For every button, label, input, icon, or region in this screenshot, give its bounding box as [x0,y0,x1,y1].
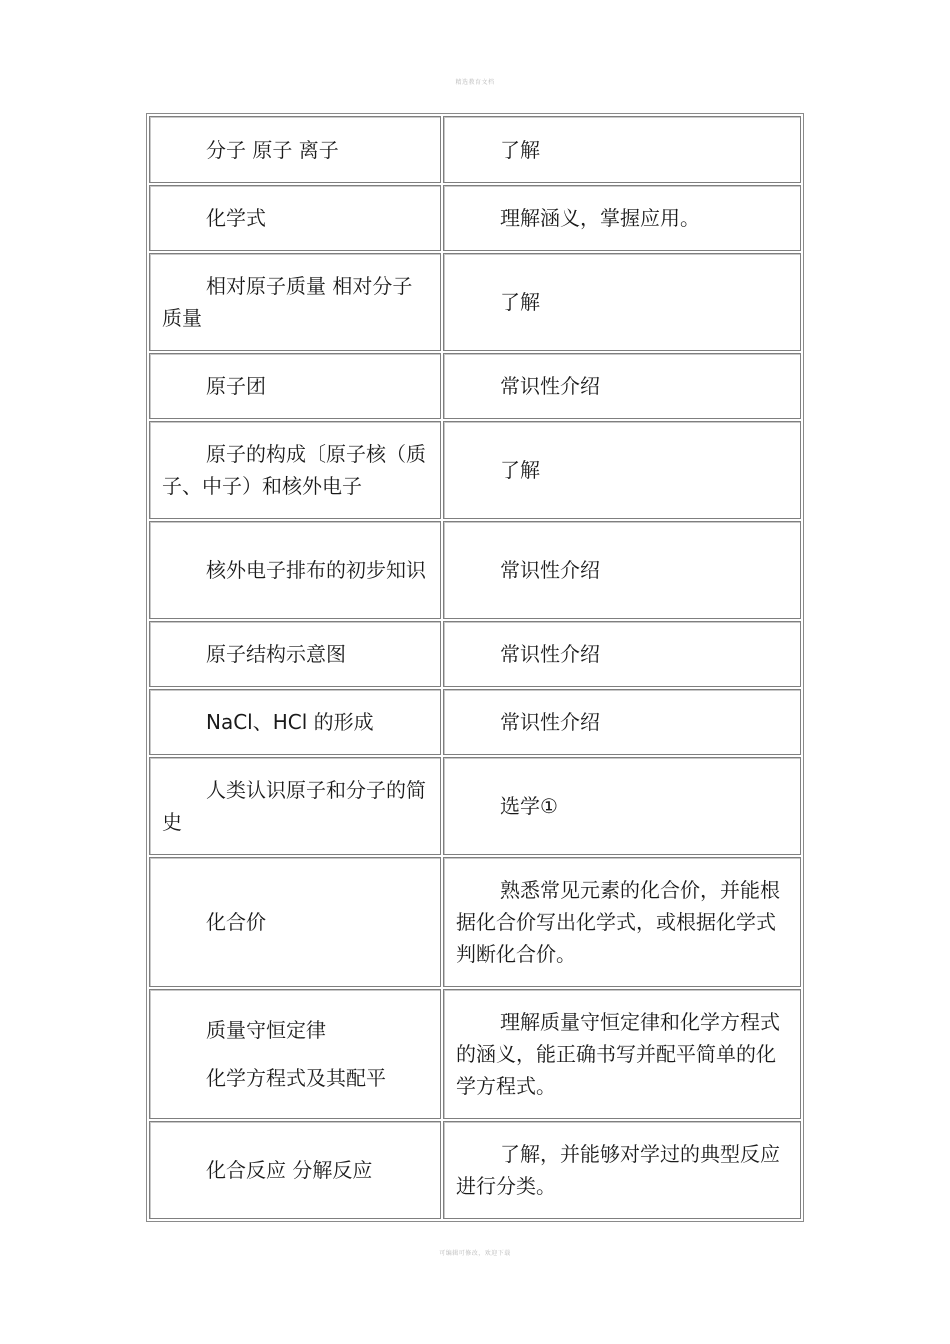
table-cell-topic [149,989,441,1119]
table-cell-topic: 人类认识原子和分子的简史 [149,757,441,855]
table-row [149,757,801,855]
table-cell-requirement: 常识性介绍 [443,621,801,687]
table-row [149,689,801,755]
table-row [149,521,801,619]
table-cell-requirement: 了解 [443,253,801,351]
table-cell-requirement: 熟悉常见元素的化合价，并能根据化合价写出化学式，或根据化学式判断化合价。 [443,857,801,987]
table-cell-requirement: 选学① [443,757,801,855]
table-row [149,621,801,687]
table-cell-topic: NaCl、HCl 的形成 [149,689,441,755]
page-footer-note: 可编辑可修改，欢迎下载 [439,1250,511,1257]
table-cell-topic: 原子团 [149,353,441,419]
table-cell-requirement: 常识性介绍 [443,353,801,419]
topic-line: 质量守恒定律 [206,1018,326,1042]
table-cell-requirement: 了解 [443,421,801,519]
topic-line: 化学方程式及其配平 [206,1066,386,1090]
table-row [149,185,801,251]
table-cell-requirement: 理解涵义，掌握应用。 [443,185,801,251]
table-row [149,116,801,183]
table-row [149,421,801,519]
table-row [149,989,801,1119]
table-cell-topic: 分子 原子 离子 [149,116,441,183]
table-cell-requirement: 理解质量守恒定律和化学方程式的涵义，能正确书写并配平简单的化学方程式。 [443,989,801,1119]
page-header-note: 精选教育文档 [455,79,495,86]
table-cell-topic: 相对原子质量 相对分子质量 [149,253,441,351]
table-row [149,353,801,419]
table-row [149,253,801,351]
table-cell-topic: 化合反应 分解反应 [149,1121,441,1219]
table-cell-topic: 核外电子排布的初步知识 [149,521,441,619]
table-row [149,857,801,987]
table-cell-topic: 原子结构示意图 [149,621,441,687]
table-cell-topic: 化合价 [149,857,441,987]
knowledge-table [146,113,804,1222]
table-cell-requirement: 常识性介绍 [443,689,801,755]
table-row [149,1121,801,1219]
table-cell-topic: 原子的构成〔原子核（质子、中子）和核外电子 [149,421,441,519]
table-cell-requirement: 了解，并能够对学过的典型反应进行分类。 [443,1121,801,1219]
table-cell-requirement: 了解 [443,116,801,183]
table-cell-topic: 化学式 [149,185,441,251]
table-cell-requirement: 常识性介绍 [443,521,801,619]
